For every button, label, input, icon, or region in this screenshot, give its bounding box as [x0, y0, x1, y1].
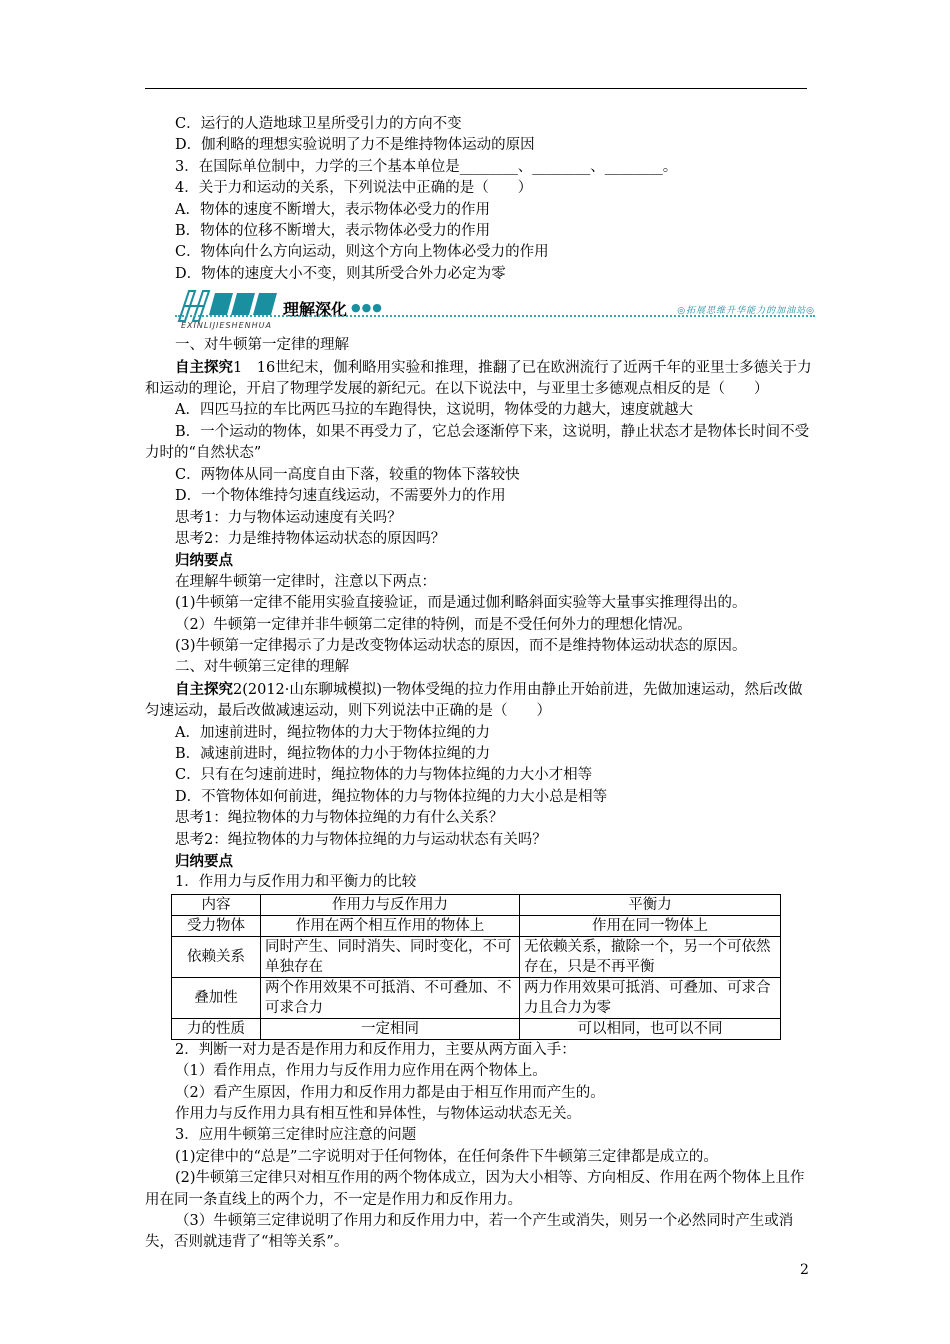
s2-think-2: 思考2：绳拉物体的力与物体拉绳的力与运动状态有关吗？ — [175, 831, 547, 848]
s1-option-b: B．一个运动的物体，如果不再受力了，它总会逐渐停下来，这说明，静止状态才是物体长时间不受力时的“自然状态” — [145, 423, 810, 462]
table-row — [172, 936, 781, 977]
s2-summary-label: 归纳要点 — [175, 853, 233, 870]
banner-dotted-line — [175, 315, 815, 317]
table-header-cell: 作用力与反作用力 — [261, 894, 520, 915]
s1-option-d: D．一个物体维持匀速直线运动，不需要外力的作用 — [175, 488, 506, 505]
s1-summary-intro: 在理解牛顿第一定律时，注意以下两点： — [175, 573, 436, 590]
banner-slogan: ◎拓展思维升华能力的加油站◎ — [677, 306, 815, 317]
table-cell: 作用在两个相互作用的物体上 — [261, 915, 520, 936]
table-cell: 叠加性 — [172, 977, 261, 1018]
section2-heading: 二、对牛顿第三定律的理解 — [175, 659, 349, 676]
s2-think-1: 思考1：绳拉物体的力与物体拉绳的力有什么关系？ — [175, 810, 504, 827]
point-3-heading: 3．应用牛顿第三定律时应注意的问题 — [175, 1127, 417, 1144]
s2-option-c: C．只有在匀速前进时，绳拉物体的力与物体拉绳的力大小才相等 — [175, 767, 593, 784]
line-c: C．运行的人造地球卫星所受引力的方向不变 — [175, 116, 462, 132]
s2-option-d: D．不管物体如何前进，绳拉物体的力与物体拉绳的力大小总是相等 — [175, 788, 608, 805]
table-cell: 依赖关系 — [172, 936, 261, 977]
section2-question-text: 2(2012·山东聊城模拟)一物体受绳的拉力作用由静止开始前进，先做加速运动，然后改做匀速运动，最后改做减速运动，则下列说法中正确的是（ ） — [145, 681, 803, 720]
table-title: 1．作用力与反作用力和平衡力的比较 — [175, 874, 417, 891]
s1-summary-label: 归纳要点 — [175, 552, 233, 570]
question-3: 3．在国际单位制中，力学的三个基本单位是________、________、________。 — [175, 158, 678, 175]
section2-question — [145, 679, 813, 723]
table-cell: 无依赖关系，撤除一个，另一个可依然存在，只是不再平衡 — [520, 936, 781, 977]
comparison-table — [171, 894, 781, 1040]
s1-point-1: (1)牛顿第一定律不能用实验直接验证，而是通过伽利略斜面实验等大量事实推理得出的。 — [175, 595, 747, 612]
banner-title: 理解深化 — [283, 300, 348, 320]
point-2-heading: 2．判断一对力是否是作用力和反作用力，主要从两方面入手： — [175, 1041, 576, 1058]
point-2a: （1）看作用点，作用力与反作用力应作用在两个物体上。 — [175, 1063, 547, 1080]
question-4: 4．关于力和运动的关系，下列说法中正确的是（ ） — [175, 180, 533, 197]
s1-point-2: （2）牛顿第一定律并非牛顿第二定律的特例，而是不受任何外力的理想化情况。 — [175, 616, 692, 633]
table-row — [172, 1018, 781, 1039]
table-cell: 作用在同一物体上 — [520, 915, 781, 936]
header-rule — [145, 88, 807, 89]
section1-question — [145, 357, 813, 401]
banner-subtitle: EXINLIJIESHENHUA — [181, 321, 272, 331]
table-cell: 受力物体 — [172, 915, 261, 936]
s2-option-a: A．加速前进时，绳拉物体的力大于物体拉绳的力 — [175, 724, 490, 741]
point-2c: 作用力与反作用力具有相互性和异体性，与物体运动状态无关。 — [175, 1106, 581, 1123]
table-cell: 一定相同 — [261, 1018, 520, 1039]
section1-question-text: 1 16世纪末，伽利略用实验和推理，推翻了已在欧洲流行了近两千年的亚里士多德关于力和运动的理论，开启了物理学发展的新纪元。在以下说法中，与亚里士多德观点相反的是（ ） — [145, 359, 812, 398]
page-number: 2 — [800, 1262, 809, 1278]
self-explore-label-2: 自主探究 — [175, 680, 233, 698]
point-3a: (1)定律中的“总是”二字说明对于任何物体，在任何条件下牛顿第三定律都是成立的。 — [175, 1148, 718, 1165]
table-cell: 两力作用效果可抵消、可叠加、可求合力且合力为零 — [520, 977, 781, 1018]
table-cell: 力的性质 — [172, 1018, 261, 1039]
banner-logo-icon — [175, 289, 279, 323]
table-cell: 同时产生、同时消失、同时变化，不可单独存在 — [261, 936, 520, 977]
s1-option-c: C．两物体从同一高度自由下落，较重的物体下落较快 — [175, 466, 520, 483]
banner-dots: ●●● — [351, 301, 383, 315]
table-cell: 两个作用效果不可抵消、不可叠加、不可求合力 — [261, 977, 520, 1018]
table-header-cell: 内容 — [172, 894, 261, 915]
s1-think-2: 思考2：力是维持物体运动状态的原因吗？ — [175, 530, 446, 547]
s1-think-1: 思考1：力与物体运动速度有关吗？ — [175, 509, 402, 526]
self-explore-label: 自主探究 — [175, 358, 233, 376]
table-cell: 可以相同，也可以不同 — [520, 1018, 781, 1039]
table-header-cell: 平衡力 — [520, 894, 781, 915]
section-banner — [175, 289, 815, 335]
point-2b: （2）看产生原因，作用力和反作用力都是由于相互作用而产生的。 — [175, 1084, 605, 1101]
section1-heading: 一、对牛顿第一定律的理解 — [175, 337, 349, 354]
q4-option-c: C．物体向什么方向运动，则这个方向上物体必受力的作用 — [175, 244, 549, 261]
table-row — [172, 915, 781, 936]
q4-option-a: A．物体的速度不断增大，表示物体必受力的作用 — [175, 201, 490, 218]
s2-option-b: B．减速前进时，绳拉物体的力小于物体拉绳的力 — [175, 745, 491, 762]
line-d: D．伽利略的理想实验说明了力不是维持物体运动的原因 — [175, 137, 535, 154]
s1-option-a: A．四匹马拉的车比两匹马拉的车跑得快，这说明，物体受的力越大，速度就越大 — [175, 402, 693, 419]
table-row — [172, 977, 781, 1018]
table-header-row — [172, 894, 781, 915]
q4-option-b: B．物体的位移不断增大，表示物体必受力的作用 — [175, 223, 491, 240]
q4-option-d: D．物体的速度大小不变，则其所受合外力必定为零 — [175, 265, 506, 282]
page-content — [145, 114, 813, 1254]
s1-point-3: (3)牛顿第一定律揭示了力是改变物体运动状态的原因，而不是维持物体运动状态的原因。 — [175, 637, 747, 654]
point-3c: （3）牛顿第三定律说明了作用力和反作用力中，若一个产生或消失，则另一个必然同时产生或消失，否则就违背了“相等关系”。 — [145, 1213, 794, 1251]
point-3b: (2)牛顿第三定律只对相互作用的两个物体成立，因为大小相等、方向相反、作用在两个物体上且作用在同一条直线上的两个力，不一定是作用力和反作用力。 — [145, 1170, 805, 1208]
